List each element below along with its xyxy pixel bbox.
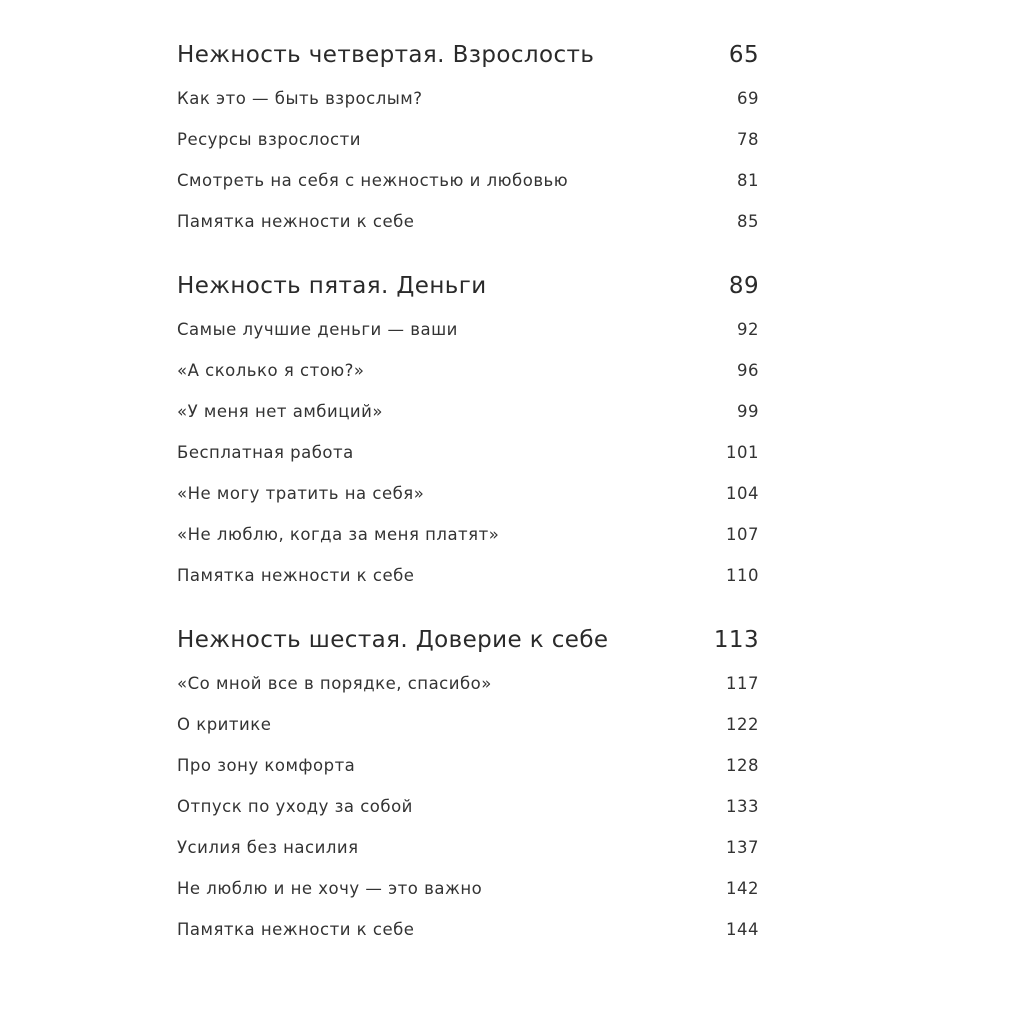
toc-entry[interactable]: [177, 868, 759, 909]
entry-title: «Не могу тратить на себя»: [177, 484, 425, 503]
entry-page-number: 133: [726, 797, 759, 816]
entry-page-number: 142: [726, 879, 759, 898]
toc-entry[interactable]: [177, 201, 759, 242]
entry-page-number: 107: [726, 525, 759, 544]
toc-section-5: [177, 263, 759, 596]
entry-page-number: 104: [726, 484, 759, 503]
toc-entry[interactable]: [177, 704, 759, 745]
toc-entry[interactable]: [177, 391, 759, 432]
chapter-page-number: 65: [728, 42, 759, 68]
entry-title: Отпуск по уходу за собой: [177, 797, 413, 816]
chapter-page-number: 89: [728, 273, 759, 299]
entry-title: Бесплатная работа: [177, 443, 354, 462]
entry-title: «А сколько я стою?»: [177, 361, 365, 380]
chapter-page-number: 113: [713, 627, 759, 653]
entry-title: Про зону комфорта: [177, 756, 356, 775]
toc-entry[interactable]: [177, 786, 759, 827]
entry-page-number: 96: [737, 361, 759, 380]
entry-title: «Со мной все в порядке, спасибо»: [177, 674, 492, 693]
entry-page-number: 110: [726, 566, 759, 585]
toc-entry[interactable]: [177, 473, 759, 514]
toc-section-6: [177, 617, 759, 950]
table-of-contents: [177, 32, 759, 950]
entry-title: Усилия без насилия: [177, 838, 359, 857]
entry-page-number: 69: [737, 89, 759, 108]
toc-entry[interactable]: [177, 745, 759, 786]
entry-title: «Не люблю, когда за меня платят»: [177, 525, 500, 544]
entry-title: Как это — быть взрослым?: [177, 89, 423, 108]
toc-entry[interactable]: [177, 78, 759, 119]
entry-page-number: 117: [726, 674, 759, 693]
toc-entry[interactable]: [177, 309, 759, 350]
entry-title: Смотреть на себя с нежностью и любовью: [177, 171, 569, 190]
entry-page-number: 85: [737, 212, 759, 231]
toc-entry[interactable]: [177, 663, 759, 704]
chapter-row[interactable]: [177, 617, 759, 663]
chapter-title: Нежность шестая. Доверие к себе: [177, 627, 609, 653]
toc-entry[interactable]: [177, 119, 759, 160]
toc-section-4: [177, 32, 759, 242]
entry-page-number: 144: [726, 920, 759, 939]
entry-page-number: 101: [726, 443, 759, 462]
entry-page-number: 99: [737, 402, 759, 421]
chapter-row[interactable]: [177, 32, 759, 78]
entry-page-number: 128: [726, 756, 759, 775]
entry-page-number: 92: [737, 320, 759, 339]
entry-title: О критике: [177, 715, 272, 734]
entry-title: Не люблю и не хочу — это важно: [177, 879, 483, 898]
entry-title: Памятка нежности к себе: [177, 566, 415, 585]
toc-entry[interactable]: [177, 432, 759, 473]
toc-entry[interactable]: [177, 160, 759, 201]
entry-title: Самые лучшие деньги — ваши: [177, 320, 458, 339]
entry-title: Памятка нежности к себе: [177, 212, 415, 231]
toc-entry[interactable]: [177, 555, 759, 596]
toc-entry[interactable]: [177, 909, 759, 950]
chapter-title: Нежность пятая. Деньги: [177, 273, 487, 299]
entry-page-number: 137: [726, 838, 759, 857]
entry-page-number: 81: [737, 171, 759, 190]
chapter-row[interactable]: [177, 263, 759, 309]
entry-page-number: 78: [737, 130, 759, 149]
chapter-title: Нежность четвертая. Взрослость: [177, 42, 595, 68]
toc-entry[interactable]: [177, 827, 759, 868]
entry-title: «У меня нет амбиций»: [177, 402, 383, 421]
toc-entry[interactable]: [177, 514, 759, 555]
entry-page-number: 122: [726, 715, 759, 734]
entry-title: Ресурсы взрослости: [177, 130, 361, 149]
entry-title: Памятка нежности к себе: [177, 920, 415, 939]
toc-entry[interactable]: [177, 350, 759, 391]
